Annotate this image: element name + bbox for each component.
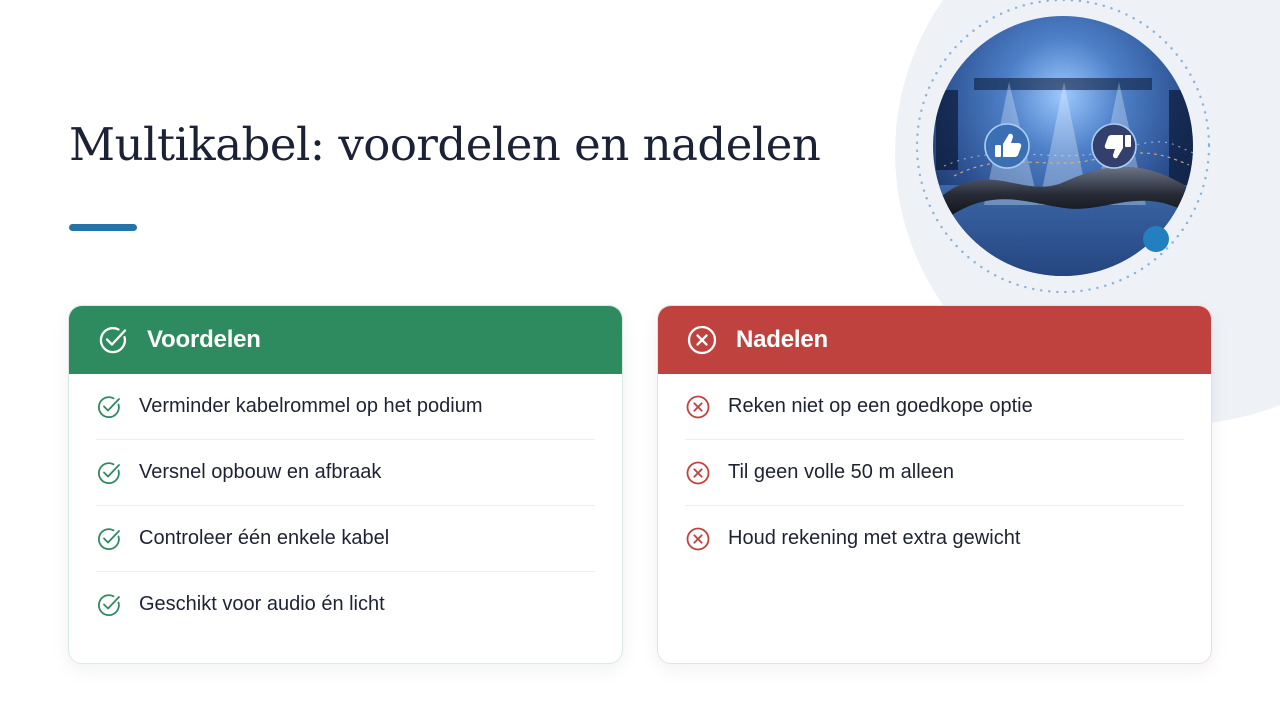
- pros-list-item: [96, 506, 595, 572]
- check-circle-icon: [96, 460, 122, 486]
- accent-dot: [1143, 226, 1169, 252]
- pros-list-item: [96, 572, 595, 637]
- cons-item-text: Houd rekening met extra gewicht: [728, 527, 1021, 549]
- cons-card: [657, 305, 1212, 664]
- x-circle-icon: [685, 526, 711, 552]
- hero-image: [914, 0, 1212, 298]
- thumbs-up-icon: [985, 124, 1029, 168]
- pros-item-text: Versnel opbouw en afbraak: [139, 461, 382, 483]
- pros-list-item: [96, 440, 595, 506]
- x-circle-icon: [685, 394, 711, 420]
- cons-list-item: [685, 440, 1184, 506]
- cons-item-text: Reken niet op een goedkope optie: [728, 395, 1033, 417]
- x-circle-icon: [686, 324, 718, 356]
- pros-list: [69, 374, 622, 637]
- pros-item-text: Verminder kabelrommel op het podium: [139, 395, 483, 417]
- cons-heading: Nadelen: [736, 326, 828, 353]
- pros-header: [69, 306, 622, 374]
- check-circle-icon: [97, 324, 129, 356]
- thumbs-down-icon: [1092, 124, 1136, 168]
- check-circle-icon: [96, 526, 122, 552]
- cons-list-item: [685, 374, 1184, 440]
- cons-list-item: [685, 506, 1184, 571]
- pros-list-item: [96, 374, 595, 440]
- pros-card: [68, 305, 623, 664]
- check-circle-icon: [96, 592, 122, 618]
- pros-heading: Voordelen: [147, 326, 261, 353]
- pros-item-text: Geschikt voor audio én licht: [139, 593, 385, 615]
- check-circle-icon: [96, 394, 122, 420]
- slide-title: Multikabel: voordelen en nadelen: [69, 118, 821, 171]
- x-circle-icon: [685, 460, 711, 486]
- cons-item-text: Til geen volle 50 m alleen: [728, 461, 955, 483]
- title-accent-line: [69, 224, 137, 231]
- cons-list: [658, 374, 1211, 571]
- cons-header: [658, 306, 1211, 374]
- pros-item-text: Controleer één enkele kabel: [139, 527, 390, 549]
